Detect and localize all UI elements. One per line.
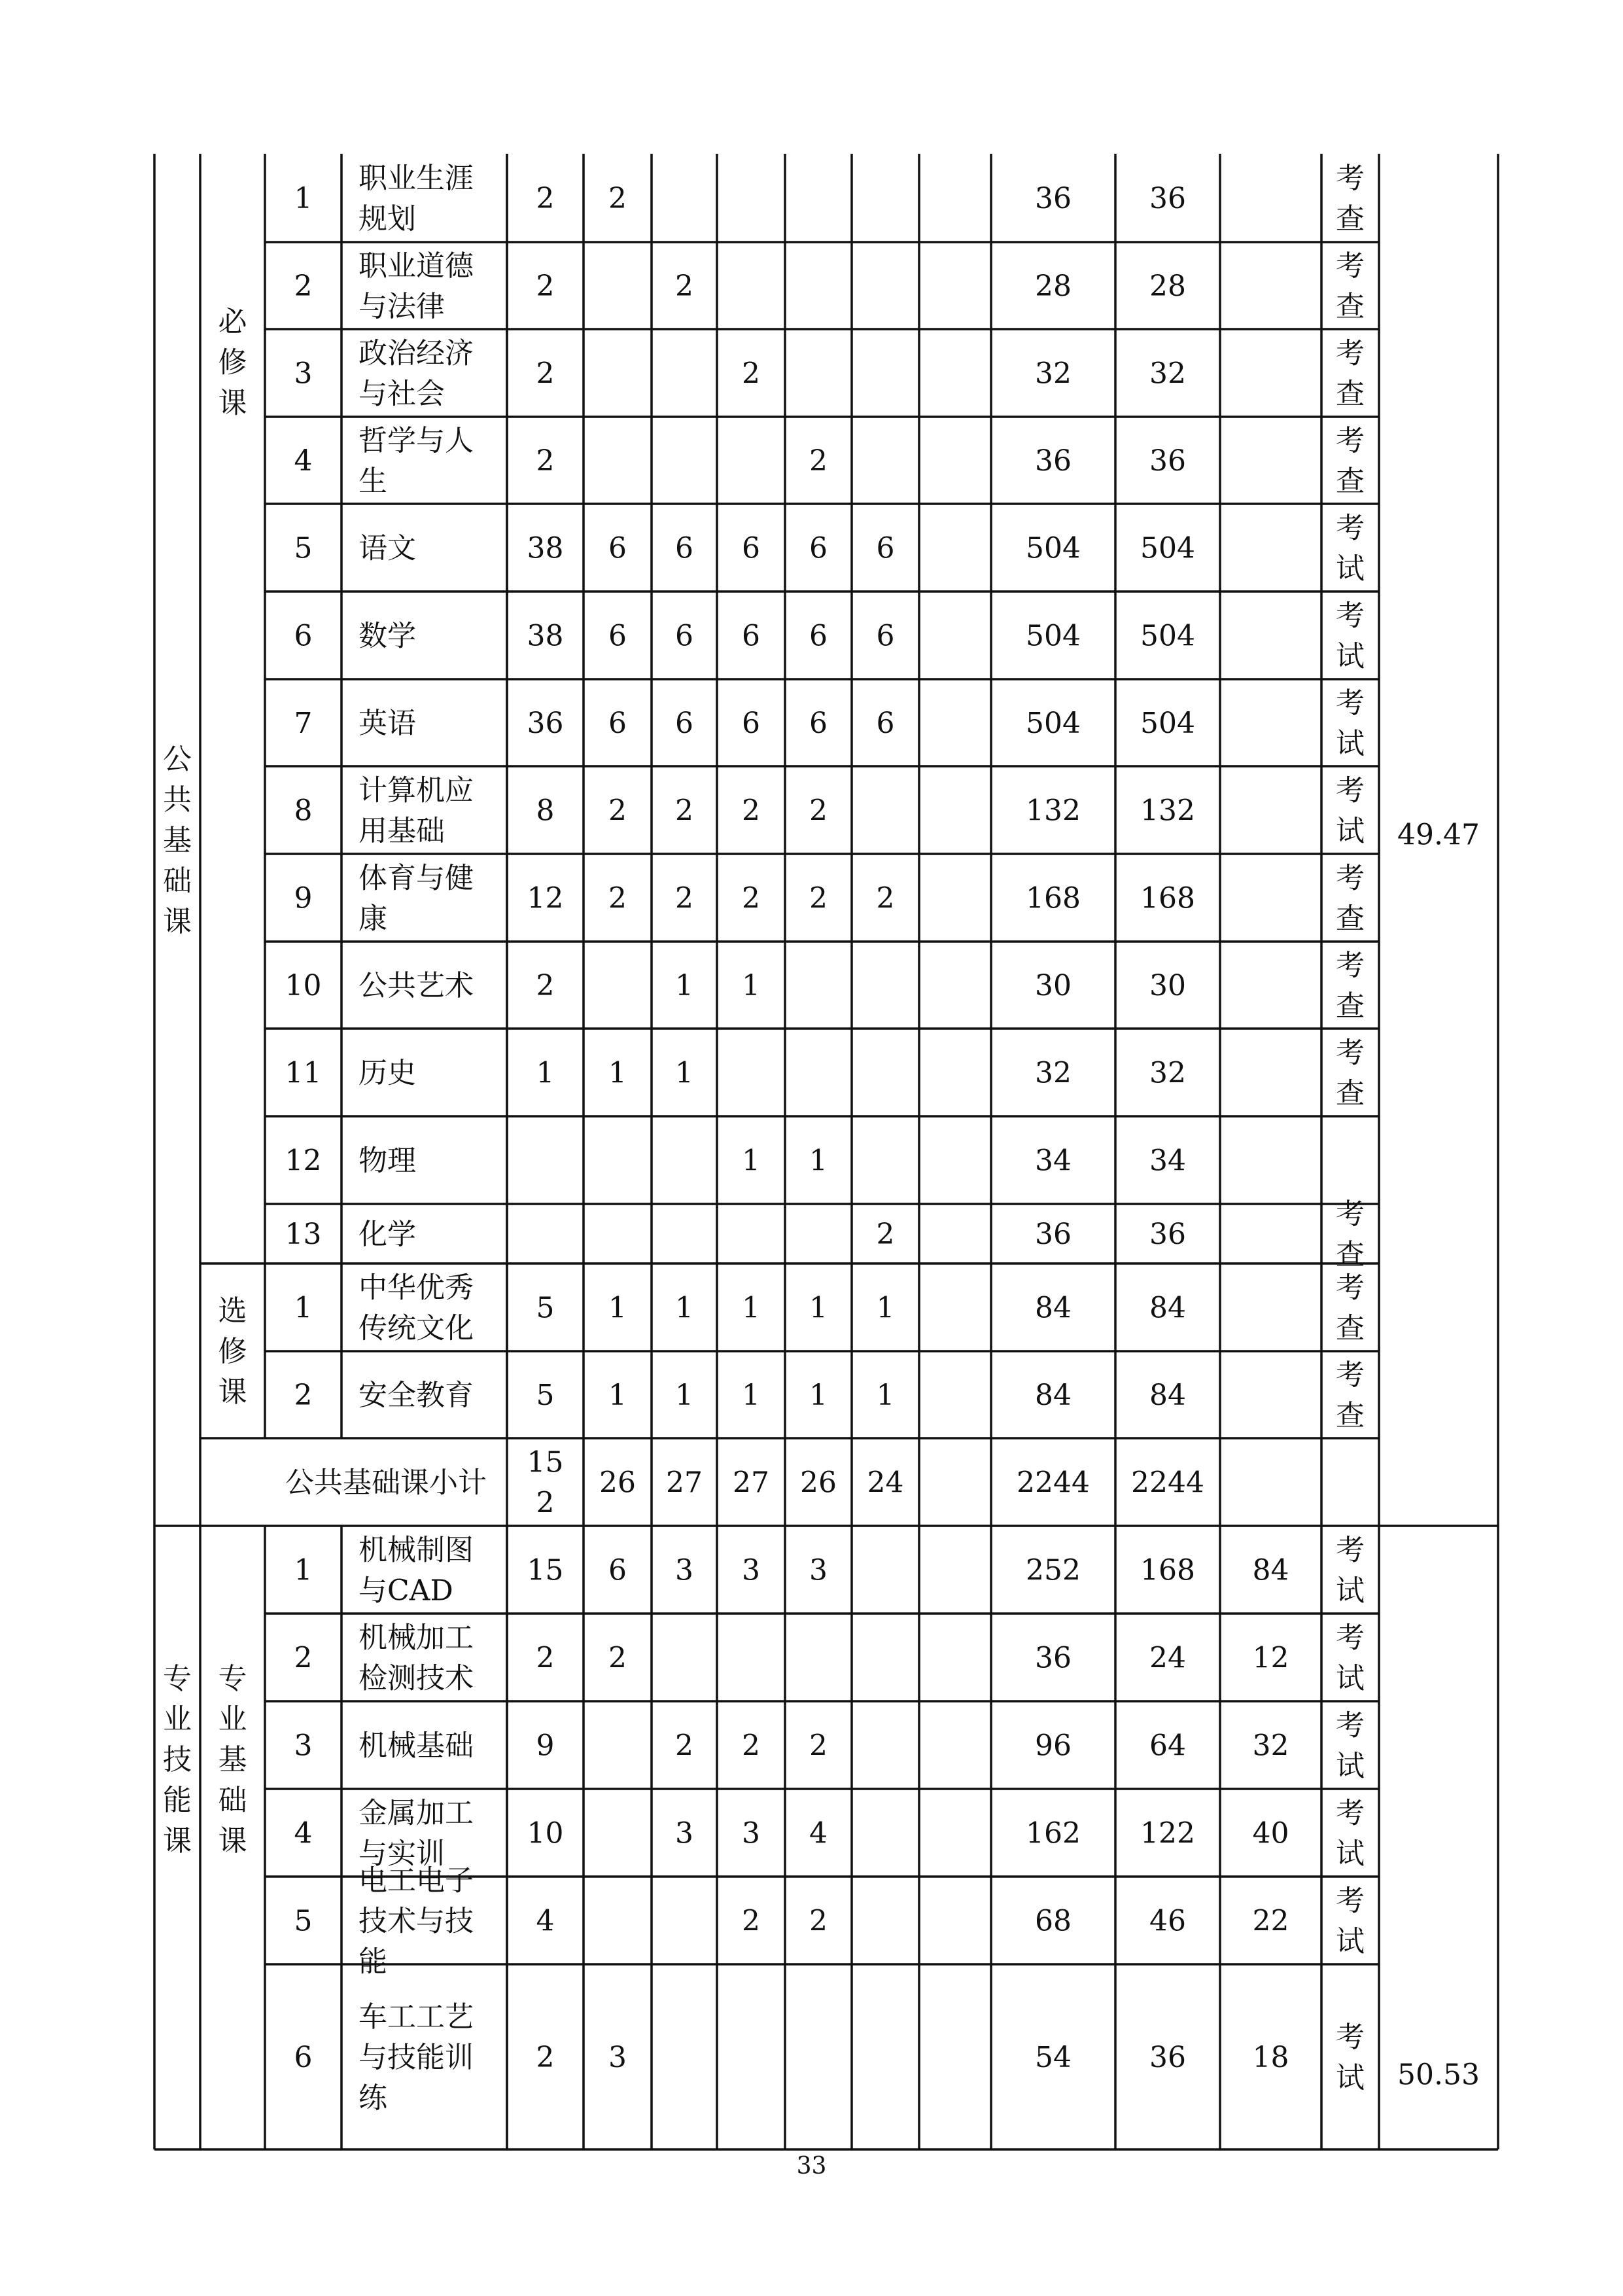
subtotal-theory-hours: 2244 — [1131, 1466, 1204, 1500]
public-row-2-theory-hours: 28 — [1149, 269, 1186, 303]
public-row-10-name: 公共艺术 — [358, 968, 474, 1002]
public-row-15-credit: 5 — [536, 1378, 555, 1412]
public-row-3-sem3: 2 — [742, 357, 760, 391]
public-row-14-sem4: 1 — [809, 1291, 828, 1325]
public-row-4-no: 4 — [294, 444, 313, 478]
subgroup-label-compulsory: 必修课 — [218, 305, 247, 420]
public-row-3-theory-hours: 32 — [1149, 357, 1186, 391]
public-row-12-sem4: 1 — [809, 1144, 828, 1178]
prof-row-1-practice-hours: 84 — [1252, 1553, 1289, 1587]
prof-row-5-total-hours: 68 — [1035, 1904, 1072, 1938]
prof-row-1-sem4: 3 — [809, 1553, 828, 1587]
public-row-8-exam-type: 考试 — [1336, 773, 1365, 848]
public-row-8-sem1: 2 — [608, 794, 627, 828]
prof-row-1-theory-hours: 168 — [1140, 1553, 1195, 1587]
public-row-13-theory-hours: 36 — [1149, 1217, 1186, 1251]
public-row-5-sem2: 6 — [675, 531, 693, 565]
prof-row-3-sem3: 2 — [742, 1729, 760, 1763]
public-row-10-theory-hours: 30 — [1149, 968, 1186, 1002]
public-row-5-no: 5 — [294, 531, 313, 565]
prof-row-1-sem1: 6 — [608, 1553, 627, 1587]
public-row-7-sem2: 6 — [675, 706, 693, 740]
public-row-11-no: 11 — [285, 1056, 322, 1090]
public-row-8-sem4: 2 — [809, 794, 828, 828]
prof-row-4-sem2: 3 — [675, 1816, 693, 1850]
public-row-14-sem3: 1 — [742, 1291, 760, 1325]
public-row-11-credit: 1 — [536, 1056, 555, 1090]
prof-row-6-credit: 2 — [536, 2040, 555, 2074]
public-row-8-sem3: 2 — [742, 794, 760, 828]
public-row-15-exam-type: 考查 — [1336, 1358, 1365, 1432]
public-row-5-sem1: 6 — [608, 531, 627, 565]
prof-row-3-credit: 9 — [536, 1729, 555, 1763]
public-row-10-sem3: 1 — [742, 968, 760, 1002]
public-row-5-total-hours: 504 — [1026, 531, 1081, 565]
public-row-1-credit: 2 — [536, 181, 555, 215]
public-row-11-sem2: 1 — [675, 1056, 693, 1090]
public-row-9-exam-type: 考查 — [1336, 861, 1365, 936]
prof-row-3-sem4: 2 — [809, 1729, 828, 1763]
public-row-7-theory-hours: 504 — [1140, 706, 1195, 740]
public-row-15-no: 2 — [294, 1378, 313, 1412]
public-row-6-sem3: 6 — [742, 619, 760, 653]
public-row-6-name: 数学 — [358, 619, 416, 653]
prof-row-6-practice-hours: 18 — [1252, 2040, 1289, 2074]
public-row-10-credit: 2 — [536, 968, 555, 1002]
prof-row-6-total-hours: 54 — [1035, 2040, 1072, 2074]
prof-row-5-sem4: 2 — [809, 1904, 828, 1938]
public-row-4-sem4: 2 — [809, 444, 828, 478]
public-row-11-sem1: 1 — [608, 1056, 627, 1090]
subtotal-sem3: 27 — [733, 1466, 769, 1500]
public-row-6-sem1: 6 — [608, 619, 627, 653]
public-row-4-total-hours: 36 — [1035, 444, 1072, 478]
public-row-1-total-hours: 36 — [1035, 181, 1072, 215]
public-row-3-no: 3 — [294, 357, 313, 391]
public-row-14-total-hours: 84 — [1035, 1291, 1072, 1325]
public-row-13-name: 化学 — [358, 1217, 416, 1251]
prof-row-2-no: 2 — [294, 1641, 313, 1675]
public-row-12-sem3: 1 — [742, 1144, 760, 1178]
public-row-10-sem2: 1 — [675, 968, 693, 1002]
public-row-8-name: 计算机应用基础 — [358, 773, 474, 848]
public-row-2-sem2: 2 — [675, 269, 693, 303]
public-row-14-name: 中华优秀传统文化 — [358, 1271, 474, 1345]
public-row-6-credit: 38 — [527, 619, 564, 653]
prof-row-4-name: 金属加工与实训 — [358, 1796, 474, 1871]
prof-row-4-theory-hours: 122 — [1140, 1816, 1195, 1850]
prof-row-5-name: 电工电子技术与技能 — [358, 1863, 474, 1979]
ratio-professional: 50.53 — [1397, 2058, 1480, 2092]
prof-row-2-exam-type: 考试 — [1336, 1621, 1365, 1695]
public-row-7-total-hours: 504 — [1026, 706, 1081, 740]
prof-row-6-sem1: 3 — [608, 2040, 627, 2074]
public-row-13-no: 13 — [285, 1217, 322, 1251]
public-row-6-total-hours: 504 — [1026, 619, 1081, 653]
subtotal-sem1: 26 — [599, 1466, 636, 1500]
prof-row-4-practice-hours: 40 — [1252, 1816, 1289, 1850]
prof-row-1-name: 机械制图与CAD — [358, 1533, 474, 1608]
public-row-5-exam-type: 考试 — [1336, 511, 1365, 586]
public-row-1-name: 职业生涯规划 — [358, 161, 474, 236]
public-row-9-theory-hours: 168 — [1140, 881, 1195, 915]
prof-row-1-exam-type: 考试 — [1336, 1533, 1365, 1608]
public-row-15-theory-hours: 84 — [1149, 1378, 1186, 1412]
group-label-public: 公共基础课 — [163, 742, 192, 938]
public-row-12-name: 物理 — [358, 1144, 416, 1178]
public-row-9-name: 体育与健康 — [358, 861, 474, 936]
public-row-10-total-hours: 30 — [1035, 968, 1072, 1002]
prof-row-2-theory-hours: 24 — [1149, 1641, 1186, 1675]
public-row-7-exam-type: 考试 — [1336, 686, 1365, 760]
prof-row-2-name: 机械加工检测技术 — [358, 1621, 474, 1695]
prof-row-3-theory-hours: 64 — [1149, 1729, 1186, 1763]
public-row-1-theory-hours: 36 — [1149, 181, 1186, 215]
prof-row-6-exam-type: 考试 — [1336, 2020, 1365, 2094]
group-label-professional: 专业技能课 — [163, 1661, 192, 1858]
prof-row-4-sem4: 4 — [809, 1816, 828, 1850]
public-row-15-total-hours: 84 — [1035, 1378, 1072, 1412]
public-row-14-sem5: 1 — [876, 1291, 895, 1325]
public-row-5-credit: 38 — [527, 531, 564, 565]
public-row-11-theory-hours: 32 — [1149, 1056, 1186, 1090]
public-row-13-total-hours: 36 — [1035, 1217, 1072, 1251]
prof-row-1-no: 1 — [294, 1553, 313, 1587]
public-row-9-credit: 12 — [527, 881, 564, 915]
prof-row-1-credit: 15 — [527, 1553, 564, 1587]
public-row-2-credit: 2 — [536, 269, 555, 303]
public-row-14-theory-hours: 84 — [1149, 1291, 1186, 1325]
public-row-5-sem5: 6 — [876, 531, 895, 565]
public-row-8-credit: 8 — [536, 794, 555, 828]
public-row-4-exam-type: 考查 — [1336, 423, 1365, 498]
ratio-public-basic: 49.47 — [1397, 818, 1480, 852]
public-row-9-sem5: 2 — [876, 881, 895, 915]
public-row-6-sem4: 6 — [809, 619, 828, 653]
public-row-8-theory-hours: 132 — [1140, 794, 1195, 828]
prof-row-4-credit: 10 — [527, 1816, 564, 1850]
subtotal-label: 公共基础课小计 — [285, 1466, 487, 1500]
prof-row-2-practice-hours: 12 — [1252, 1641, 1289, 1675]
public-row-15-sem5: 1 — [876, 1378, 895, 1412]
public-row-15-sem4: 1 — [809, 1378, 828, 1412]
public-row-1-exam-type: 考查 — [1336, 161, 1365, 236]
public-row-7-sem3: 6 — [742, 706, 760, 740]
prof-row-4-sem3: 3 — [742, 1816, 760, 1850]
public-row-14-no: 1 — [294, 1291, 313, 1325]
public-row-7-sem1: 6 — [608, 706, 627, 740]
subtotal-credit: 15 2 — [527, 1445, 564, 1520]
subgroup-label-elective: 选修课 — [218, 1294, 247, 1409]
prof-row-2-credit: 2 — [536, 1641, 555, 1675]
public-row-4-name: 哲学与人生 — [358, 423, 474, 498]
public-row-11-total-hours: 32 — [1035, 1056, 1072, 1090]
public-row-12-no: 12 — [285, 1144, 322, 1178]
public-row-9-sem3: 2 — [742, 881, 760, 915]
public-row-6-no: 6 — [294, 619, 313, 653]
public-row-11-name: 历史 — [358, 1056, 416, 1090]
public-row-10-no: 10 — [285, 968, 322, 1002]
public-row-7-name: 英语 — [358, 706, 416, 740]
subtotal-sem4: 26 — [800, 1466, 837, 1500]
prof-row-5-sem3: 2 — [742, 1904, 760, 1938]
prof-row-1-total-hours: 252 — [1026, 1553, 1081, 1587]
public-row-12-total-hours: 34 — [1035, 1144, 1072, 1178]
prof-row-3-no: 3 — [294, 1729, 313, 1763]
prof-row-6-theory-hours: 36 — [1149, 2040, 1186, 2074]
public-row-8-sem2: 2 — [675, 794, 693, 828]
public-row-14-sem1: 1 — [608, 1291, 627, 1325]
public-row-2-exam-type: 考查 — [1336, 249, 1365, 323]
public-row-6-sem5: 6 — [876, 619, 895, 653]
prof-row-3-practice-hours: 32 — [1252, 1729, 1289, 1763]
public-row-12-theory-hours: 34 — [1149, 1144, 1186, 1178]
public-row-9-sem2: 2 — [675, 881, 693, 915]
public-row-5-sem4: 6 — [809, 531, 828, 565]
public-row-6-exam-type: 考试 — [1336, 599, 1365, 673]
prof-row-4-total-hours: 162 — [1026, 1816, 1081, 1850]
public-row-14-sem2: 1 — [675, 1291, 693, 1325]
prof-row-5-practice-hours: 22 — [1252, 1904, 1289, 1938]
subtotal-total-hours: 2244 — [1017, 1466, 1090, 1500]
prof-row-5-credit: 4 — [536, 1904, 555, 1938]
public-row-8-total-hours: 132 — [1026, 794, 1081, 828]
public-row-7-credit: 36 — [527, 706, 564, 740]
prof-row-4-no: 4 — [294, 1816, 313, 1850]
public-row-7-no: 7 — [294, 706, 313, 740]
public-row-7-sem4: 6 — [809, 706, 828, 740]
public-row-9-sem1: 2 — [608, 881, 627, 915]
public-row-3-credit: 2 — [536, 357, 555, 391]
public-row-3-exam-type: 考查 — [1336, 336, 1365, 411]
public-row-4-credit: 2 — [536, 444, 555, 478]
public-row-9-sem4: 2 — [809, 881, 828, 915]
subtotal-sem5: 24 — [867, 1466, 904, 1500]
prof-row-1-sem2: 3 — [675, 1553, 693, 1587]
public-row-4-theory-hours: 36 — [1149, 444, 1186, 478]
prof-row-2-sem1: 2 — [608, 1641, 627, 1675]
prof-row-3-total-hours: 96 — [1035, 1729, 1072, 1763]
public-row-14-credit: 5 — [536, 1291, 555, 1325]
prof-row-5-theory-hours: 46 — [1149, 1904, 1186, 1938]
public-row-8-no: 8 — [294, 794, 313, 828]
prof-row-1-sem3: 3 — [742, 1553, 760, 1587]
public-row-11-exam-type: 考查 — [1336, 1036, 1365, 1110]
public-row-14-exam-type: 考查 — [1336, 1271, 1365, 1345]
prof-row-3-name: 机械基础 — [358, 1729, 474, 1763]
prof-row-6-name: 车工工艺与技能训练 — [358, 2000, 474, 2115]
public-row-1-sem1: 2 — [608, 181, 627, 215]
public-row-7-sem5: 6 — [876, 706, 895, 740]
prof-row-5-no: 5 — [294, 1904, 313, 1938]
public-row-15-sem3: 1 — [742, 1378, 760, 1412]
prof-row-2-total-hours: 36 — [1035, 1641, 1072, 1675]
prof-row-3-sem2: 2 — [675, 1729, 693, 1763]
public-row-2-name: 职业道德与法律 — [358, 249, 474, 323]
public-row-13-sem5: 2 — [876, 1217, 895, 1251]
prof-row-3-exam-type: 考试 — [1336, 1708, 1365, 1783]
subtotal-sem2: 27 — [666, 1466, 703, 1500]
public-row-10-exam-type: 考查 — [1336, 948, 1365, 1023]
public-row-5-sem3: 6 — [742, 531, 760, 565]
public-row-9-no: 9 — [294, 881, 313, 915]
public-row-15-sem2: 1 — [675, 1378, 693, 1412]
prof-row-4-exam-type: 考试 — [1336, 1796, 1365, 1871]
public-row-15-sem1: 1 — [608, 1378, 627, 1412]
public-row-2-no: 2 — [294, 269, 313, 303]
public-row-2-total-hours: 28 — [1035, 269, 1072, 303]
public-row-3-total-hours: 32 — [1035, 357, 1072, 391]
public-row-9-total-hours: 168 — [1026, 881, 1081, 915]
public-row-5-theory-hours: 504 — [1140, 531, 1195, 565]
public-row-1-no: 1 — [294, 181, 313, 215]
page-number: 33 — [796, 2153, 827, 2180]
public-row-13-exam-type: 考查 — [1336, 1197, 1365, 1271]
public-row-6-theory-hours: 504 — [1140, 619, 1195, 653]
prof-row-5-exam-type: 考试 — [1336, 1884, 1365, 1958]
public-row-3-name: 政治经济与社会 — [358, 336, 474, 411]
prof-row-6-no: 6 — [294, 2040, 313, 2074]
public-row-15-name: 安全教育 — [358, 1378, 474, 1412]
public-row-5-name: 语文 — [358, 531, 416, 565]
public-row-6-sem2: 6 — [675, 619, 693, 653]
subgroup-label-prof-basic: 专业基础课 — [218, 1661, 247, 1858]
